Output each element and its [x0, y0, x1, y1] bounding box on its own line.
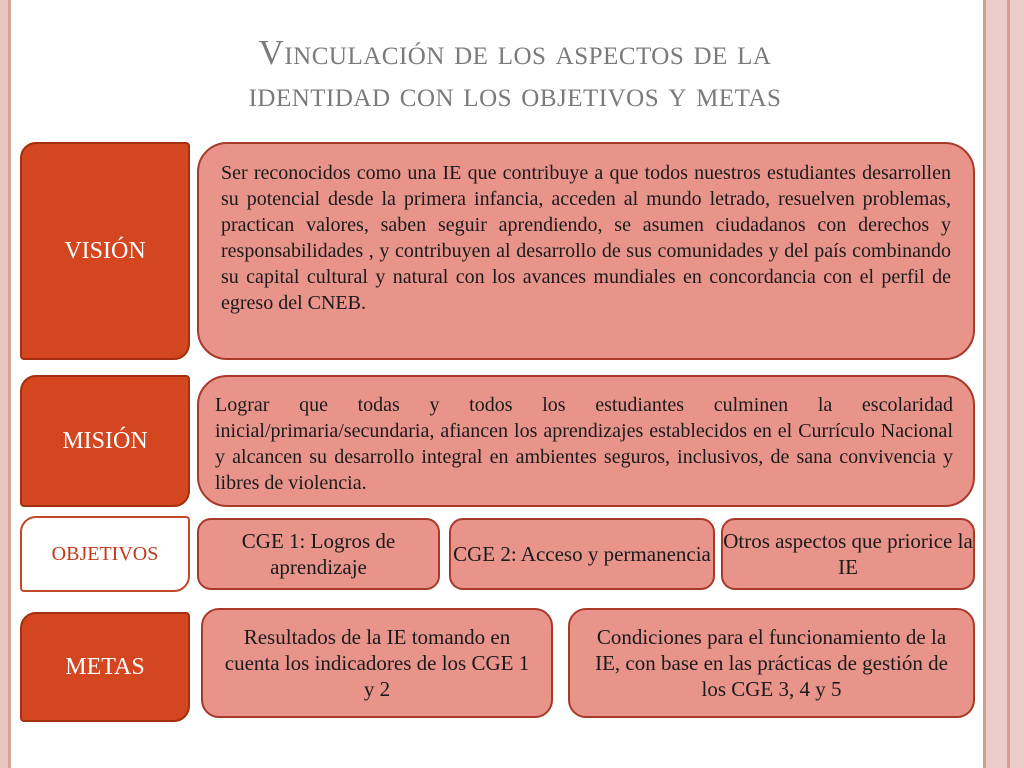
metas-label-box	[20, 612, 190, 722]
objetivo-item-2	[449, 518, 715, 590]
meta-item-2-text: Condiciones para el funcionamiento de la IE, con base en las prácticas de gestión de los CGE 3, 4 y 5	[595, 625, 948, 701]
title-line-2: identidad con los objetivos y metas	[248, 75, 782, 114]
objetivo-item-1-text: CGE 1: Logros de aprendizaje	[241, 529, 396, 579]
objetivo-item-3-text: Otros aspectos que priorice la IE	[723, 529, 973, 579]
right-stripe	[986, 0, 1024, 768]
objetivos-label-box	[20, 516, 190, 592]
slide-title	[40, 32, 990, 116]
vision-text: Ser reconocidos como una IE que contribuye a que todos nuestros estudiantes desarrollen su potencial desde la primera infancia, acceden al mundo letrado, resuelven problemas, practican valores, saben seguir aprendiendo, se asumen ciudadanos con derechos y responsabilidades , y contribuyen al desarrollo de sus comunidades y del país combinando su capital cultural y natural con los avances mundiales en concordancia con el perfil de egreso del CNEB.	[221, 162, 951, 314]
vision-text-box	[197, 142, 975, 360]
mision-label: MISIÓN	[62, 427, 148, 454]
mision-text-box	[197, 375, 975, 507]
vision-label: VISIÓN	[64, 237, 146, 264]
vision-label-box	[20, 142, 190, 360]
objetivo-item-3	[721, 518, 975, 590]
mision-text: Lograr que todas y todos los estudiantes culminen la escolaridad inicial/primaria/secundaria, afiancen los aprendizajes establecidos en el Currículo Nacional y alcancen su desarrollo integral en ambientes seguros, inclusivos, de sana convivencia y libres de violencia.	[215, 394, 953, 494]
meta-item-1	[201, 608, 553, 718]
left-stripe-accent	[8, 0, 11, 768]
meta-item-2	[568, 608, 975, 718]
left-stripe	[0, 0, 8, 768]
meta-item-1-text: Resultados de la IE tomando en cuenta los indicadores de los CGE 1 y 2	[224, 625, 530, 701]
objetivo-item-1	[197, 518, 440, 590]
right-stripe-accent-inner	[1007, 0, 1010, 768]
objetivos-label: OBJETIVOS	[51, 542, 159, 565]
metas-label: METAS	[65, 653, 145, 680]
mision-label-box	[20, 375, 190, 507]
objetivo-item-2-text: CGE 2: Acceso y permanencia	[453, 542, 711, 566]
title-line-1: Vinculación de los aspectos de la	[258, 33, 772, 72]
